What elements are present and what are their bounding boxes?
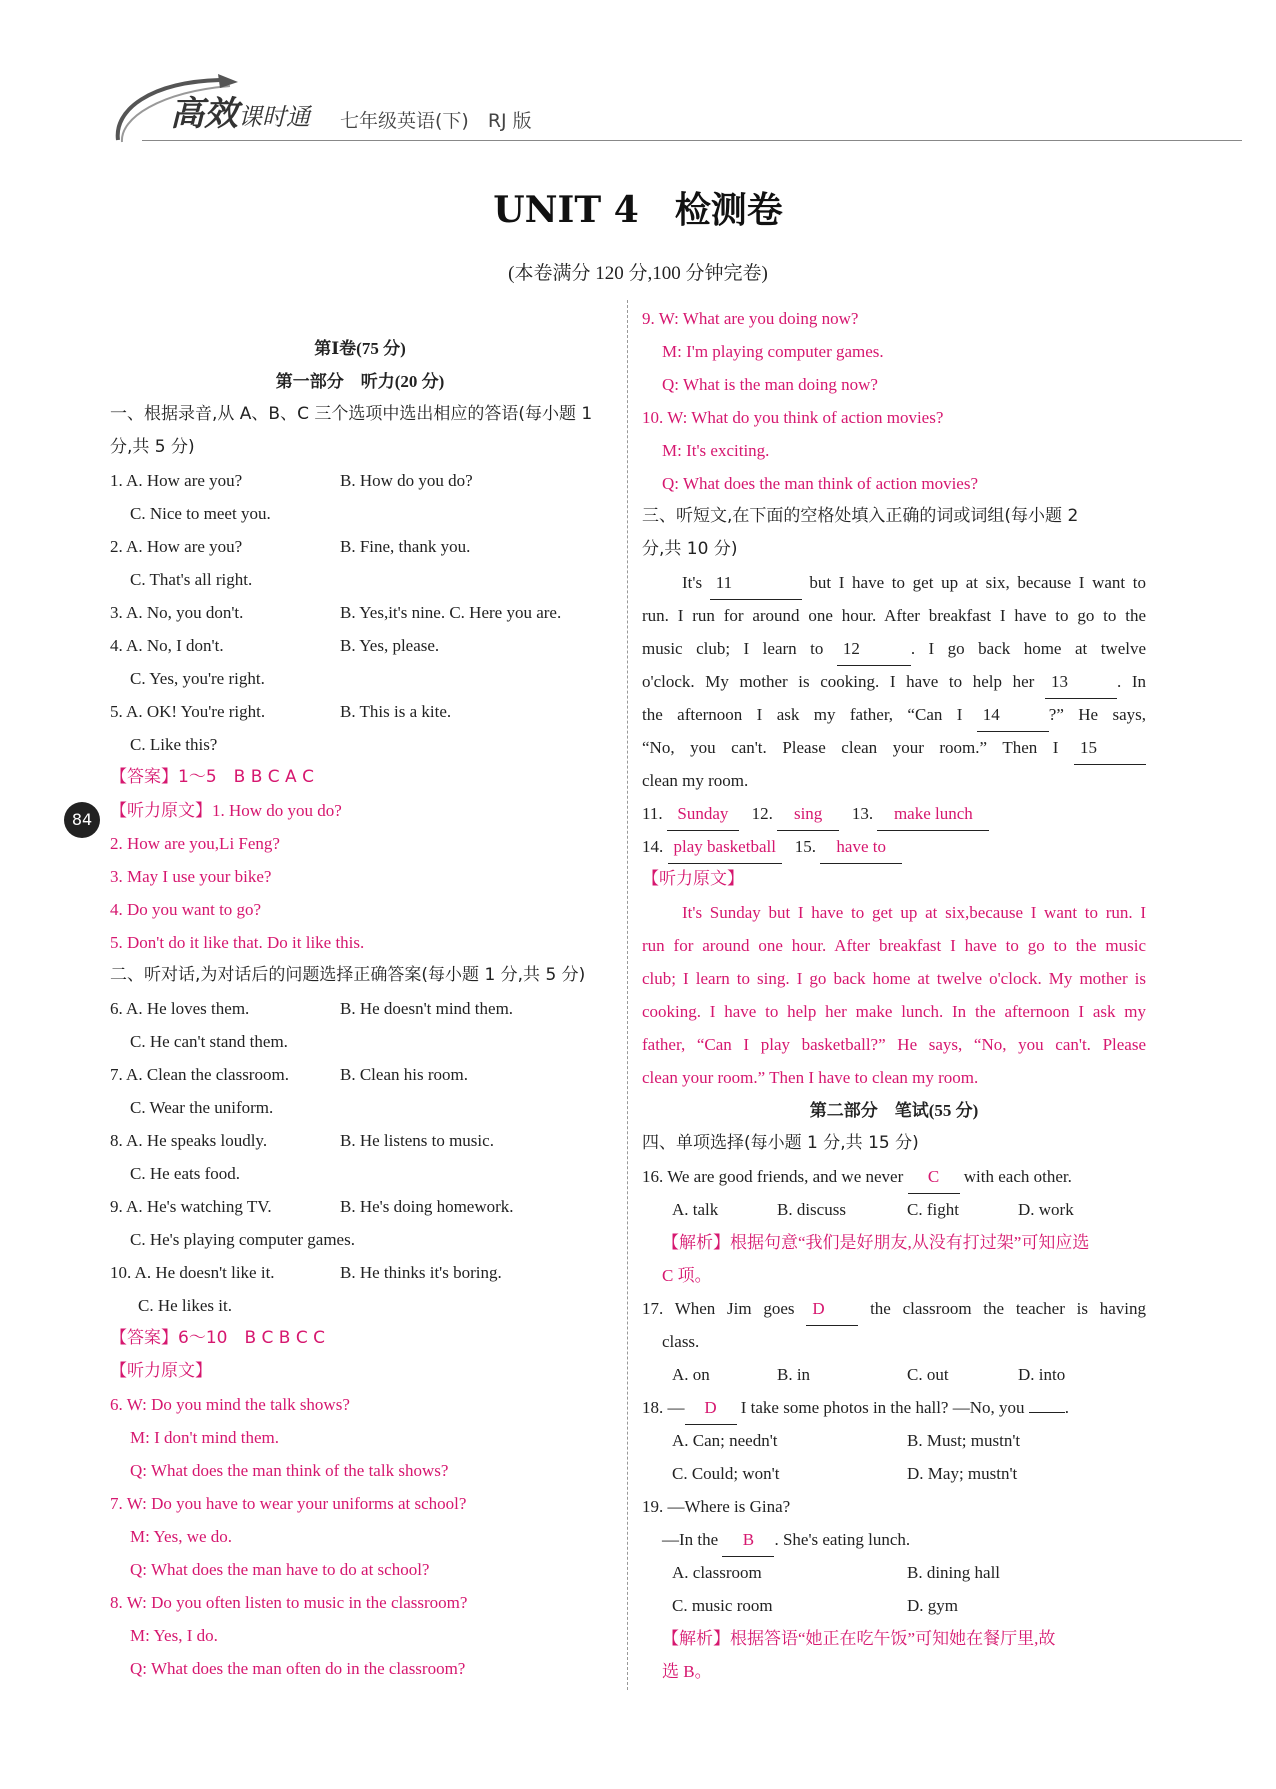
explanation-19-cont: 选 B。 — [662, 1662, 712, 1681]
question-10: 10. A. He doesn't like it. B. He thinks it's boring. — [110, 1263, 502, 1282]
question-19-options-1: A. classroom B. dining hall — [672, 1563, 1001, 1582]
dialog-8-q: Q: What does the man often do in the classroom? — [130, 1659, 466, 1678]
question-7-c: C. Wear the uniform. — [130, 1098, 274, 1117]
transcript-line-1: It's Sunday but I have to get up at six,because I want to run. I — [682, 903, 1146, 922]
dialog-10-m: M: It's exciting. — [662, 441, 770, 460]
fill-answer-15: have to — [820, 830, 902, 864]
question-4-c: C. Yes, you're right. — [130, 669, 265, 688]
book-title: 七年级英语(下) RJ 版 — [340, 110, 532, 132]
section3-instruction: 三、听短文,在下面的空格处填入正确的词或词组(每小题 2 — [642, 506, 1079, 526]
dialog-6-w: 6. W: Do you mind the talk shows? — [110, 1395, 350, 1414]
answer-17: D — [806, 1292, 858, 1326]
explanation-19: 【解析】根据答语“她正在吃午饭”可知她在餐厅里,故 — [662, 1629, 1056, 1648]
question-1: 1. A. How are you? B. How do you do? — [110, 471, 473, 490]
part1-heading: 第一部分 听力(20 分) — [275, 372, 445, 391]
fill-answer-14: play basketball — [668, 830, 782, 864]
question-8: 8. A. He speaks loudly. B. He listens to music. — [110, 1131, 494, 1150]
dialog-6-q: Q: What does the man think of the talk shows? — [130, 1461, 449, 1480]
question-8-c: C. He eats food. — [130, 1164, 241, 1183]
volume-heading: 第Ⅰ卷(75 分) — [314, 339, 406, 358]
page-title: UNIT 4 检测卷 — [493, 189, 783, 231]
blank-15[interactable]: 15 — [1074, 731, 1146, 765]
header-rule — [142, 140, 1242, 141]
blank-14[interactable]: 14 — [977, 698, 1049, 732]
script-4: 4. Do you want to go? — [110, 900, 262, 919]
script-1: 【听力原文】1. How do you do? — [110, 801, 342, 820]
question-16-options: A. talk B. discuss C. fight D. work — [672, 1200, 1074, 1219]
question-6-c: C. He can't stand them. — [130, 1032, 288, 1051]
question-4: 4. A. No, I don't. B. Yes, please. — [110, 636, 440, 655]
question-7: 7. A. Clean the classroom. B. Clean his room. — [110, 1065, 468, 1084]
answer-6-10: 【答案】6～10 B C B C C — [110, 1328, 325, 1348]
passage-line-6: “No, you can't. Please clean your room.” Then I 15 — [642, 731, 1146, 764]
section2-instruction: 二、听对话,为对话后的问题选择正确答案(每小题 1 分,共 5 分) — [110, 965, 586, 985]
explanation-16: 【解析】根据句意“我们是好朋友,从没有打过架”可知应选 — [662, 1233, 1090, 1252]
fill-answer-12: sing — [777, 797, 839, 831]
question-2: 2. A. How are you? B. Fine, thank you. — [110, 537, 471, 556]
fill-answers-row-2: 14. play basketball 15. have to — [642, 830, 1146, 863]
dialog-7-w: 7. W: Do you have to wear your uniforms at school? — [110, 1494, 467, 1513]
passage-line-1: It's 11 but I have to get up at six, because I want to — [642, 566, 1146, 599]
dialog-10-q: Q: What does the man think of action movies? — [662, 474, 979, 493]
question-1-c: C. Nice to meet you. — [130, 504, 271, 523]
question-16: 16. We are good friends, and we never C with each other. — [642, 1160, 1146, 1193]
answer-19: B — [722, 1523, 774, 1557]
answer-1-5: 【答案】1～5 B B C A C — [110, 767, 314, 787]
question-18-options-1: A. Can; needn't B. Must; mustn't — [672, 1431, 1021, 1450]
transcript-line-2: run for around one hour. After breakfast I have to go to the music — [642, 936, 1146, 955]
question-19-reply: —In the B . She's eating lunch. — [642, 1523, 1146, 1556]
question-17-cont: class. — [662, 1332, 700, 1351]
fill-answer-13: make lunch — [877, 797, 989, 831]
part2-heading: 第二部分 笔试(55 分) — [809, 1101, 979, 1120]
brand-title: 高效课时通 — [170, 94, 310, 134]
passage-line-5: the afternoon I ask my father, “Can I 14 ?” He says, — [642, 698, 1146, 731]
question-2-c: C. That's all right. — [130, 570, 253, 589]
question-5-c: C. Like this? — [130, 735, 218, 754]
script-2: 2. How are you,Li Feng? — [110, 834, 280, 853]
page-subtitle: (本卷满分 120 分,100 分钟完卷) — [508, 263, 768, 284]
blank-18b[interactable] — [1029, 1412, 1065, 1413]
passage-line-2: run. I run for around one hour. After breakfast I have to go to the — [642, 606, 1146, 625]
column-divider — [627, 300, 628, 1690]
dialog-9-w: 9. W: What are you doing now? — [642, 309, 859, 328]
question-6: 6. A. He loves them. B. He doesn't mind them. — [110, 999, 514, 1018]
blank-13[interactable]: 13 — [1045, 665, 1117, 699]
script-heading-3: 【听力原文】 — [642, 869, 744, 889]
question-10-c: C. He likes it. — [138, 1296, 232, 1315]
question-17-options: A. on B. in C. out D. into — [672, 1365, 1066, 1384]
dialog-8-w: 8. W: Do you often listen to music in the classroom? — [110, 1593, 468, 1612]
passage-line-3: music club; I learn to 12 . I go back home at twelve — [642, 632, 1146, 665]
script-heading-2: 【听力原文】 — [110, 1361, 212, 1381]
question-5: 5. A. OK! You're right. B. This is a kite. — [110, 702, 452, 721]
dialog-8-m: M: Yes, I do. — [130, 1626, 218, 1645]
question-17: 17. When Jim goes D the classroom the teacher is having — [642, 1292, 1146, 1325]
fill-answer-11: Sunday — [667, 797, 739, 831]
blank-11[interactable]: 11 — [710, 566, 802, 600]
explanation-16-cont: C 项。 — [662, 1266, 712, 1285]
dialog-9-m: M: I'm playing computer games. — [662, 342, 884, 361]
question-9-c: C. He's playing computer games. — [130, 1230, 355, 1249]
left-column — [110, 300, 610, 1685]
dialog-6-m: M: I don't mind them. — [130, 1428, 279, 1447]
section1-instruction-cont: 分,共 5 分) — [110, 437, 195, 457]
script-3: 3. May I use your bike? — [110, 867, 272, 886]
question-18: 18. — D I take some photos in the hall? —No, you . — [642, 1391, 1146, 1424]
dialog-10-w: 10. W: What do you think of action movies? — [642, 408, 944, 427]
dialog-7-q: Q: What does the man have to do at school? — [130, 1560, 430, 1579]
question-19-options-2: C. music room D. gym — [672, 1596, 958, 1615]
page-header — [100, 62, 1220, 152]
dialog-7-m: M: Yes, we do. — [130, 1527, 233, 1546]
transcript-line-3: club; I learn to sing. I go back home at twelve o'clock. My mother is — [642, 969, 1146, 988]
section1-instruction: 一、根据录音,从 A、B、C 三个选项中选出相应的答语(每小题 1 — [110, 404, 593, 424]
question-19: 19. —Where is Gina? — [642, 1497, 791, 1516]
script-5: 5. Don't do it like that. Do it like this. — [110, 933, 365, 952]
transcript-line-6: clean your room.” Then I have to clean my room. — [642, 1068, 979, 1087]
section3-instruction-cont: 分,共 10 分) — [642, 539, 738, 559]
fill-answers-row-1: 11. Sunday 12. sing 13. make lunch — [642, 797, 1146, 830]
passage-line-4: o'clock. My mother is cooking. I have to help her 13 . In — [642, 665, 1146, 698]
question-3: 3. A. No, you don't. B. Yes,it's nine. C. Here you are. — [110, 603, 562, 622]
transcript-line-4: cooking. I have to help her make lunch. In the afternoon I ask my — [642, 1002, 1146, 1021]
answer-16: C — [908, 1160, 960, 1194]
transcript-line-5: father, “Can I play basketball?” He says, “No, you can't. Please — [642, 1035, 1146, 1054]
right-column — [642, 302, 1146, 1688]
dialog-9-q: Q: What is the man doing now? — [662, 375, 878, 394]
passage-line-7: clean my room. — [642, 771, 749, 790]
answer-18: D — [685, 1391, 737, 1425]
question-18-options-2: C. Could; won't D. May; mustn't — [672, 1464, 1018, 1483]
page-number: 84 — [64, 802, 100, 838]
section4-instruction: 四、单项选择(每小题 1 分,共 15 分) — [642, 1133, 919, 1153]
question-9: 9. A. He's watching TV. B. He's doing homework. — [110, 1197, 514, 1216]
blank-12[interactable]: 12 — [837, 632, 911, 666]
